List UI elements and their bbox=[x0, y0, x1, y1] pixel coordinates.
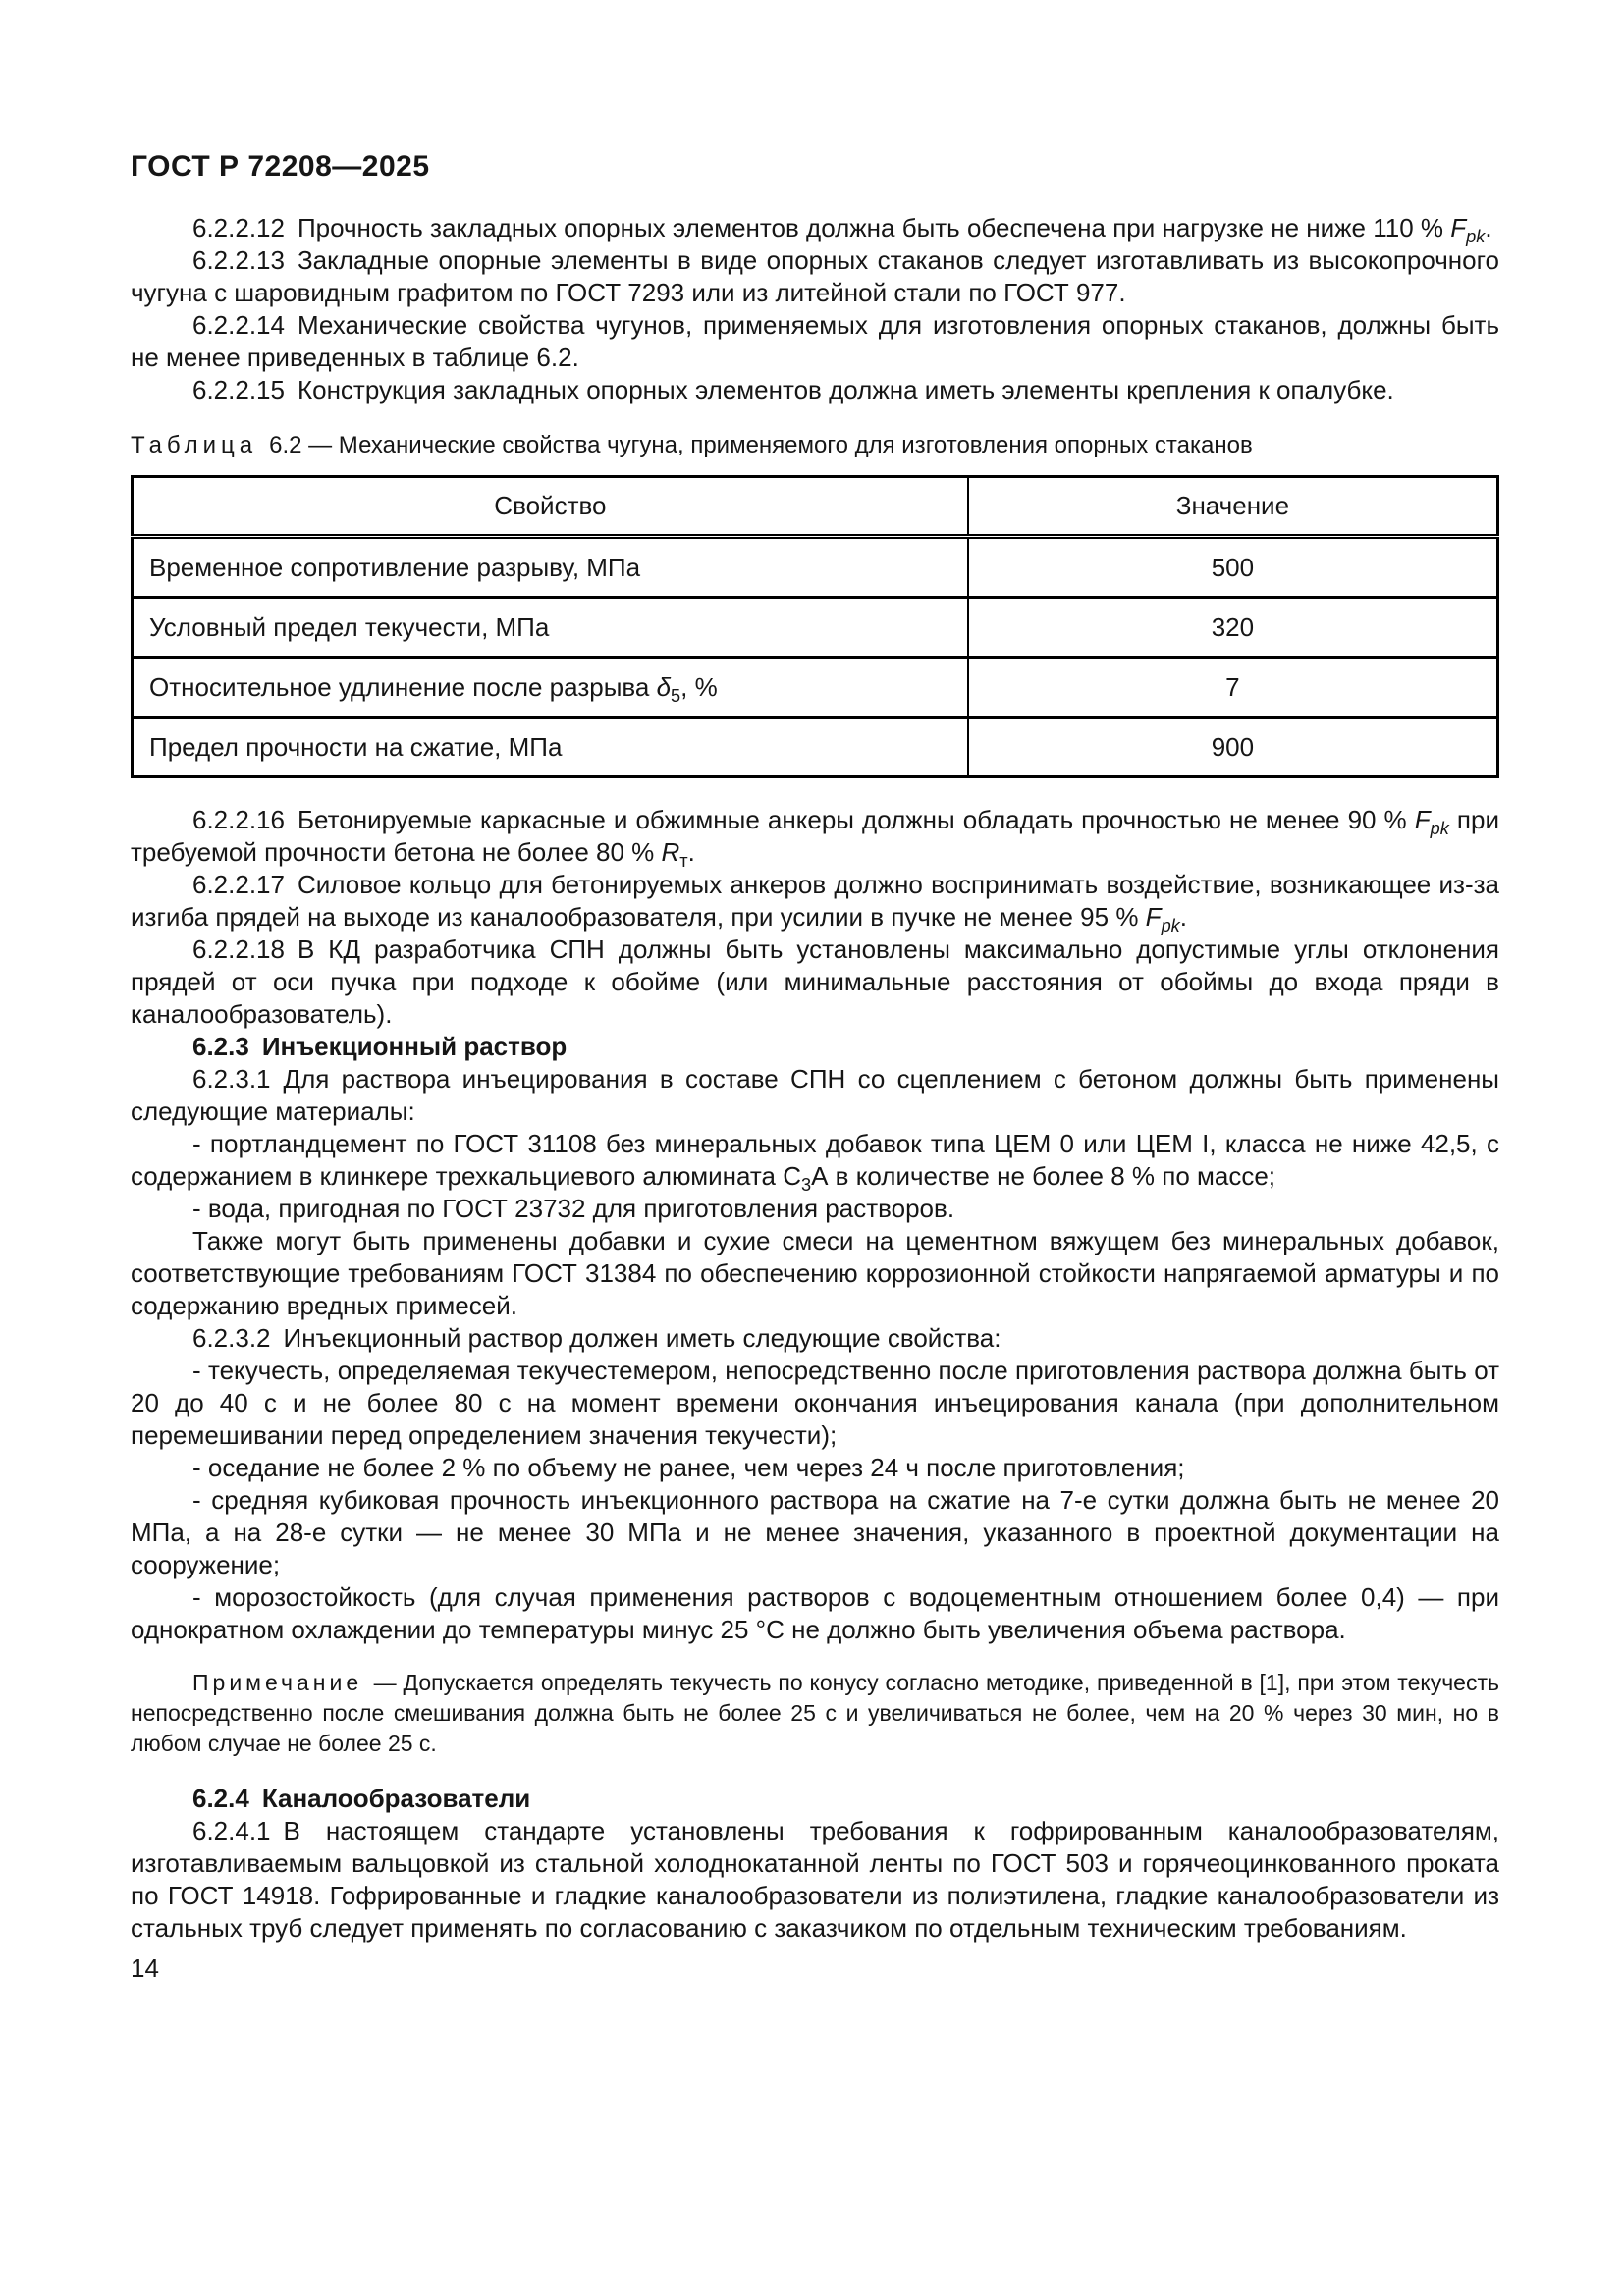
text-run: 6.2.2.13 Закладные опорные элементы в виде опорных стаканов следует изготавливать из высокопрочного чугуна с шаровидным графитом по ГОСТ 7293 или из литейной стали по ГОСТ 977. bbox=[131, 245, 1499, 307]
page-number: 14 bbox=[131, 1953, 159, 1983]
text-run: 6.2.2.18 В КД разработчика СПН должны быть установлены максимально допустимые углы отклонения прядей от оси пучка при подходе к обойме (или минимальные расстояния от обоймы до входа пряди в каналообразователь). bbox=[131, 934, 1499, 1029]
paragraph bbox=[131, 804, 1499, 872]
text-run: , % bbox=[680, 671, 718, 702]
text-run: 320 bbox=[1211, 612, 1255, 642]
text-run: Значение bbox=[1175, 491, 1290, 520]
text-run: при требуемой прочности бетона не более 80 % bbox=[131, 805, 1499, 867]
text-run: . bbox=[1179, 902, 1188, 932]
text-run: - оседание не более 2 % по объему не ранее, чем через 24 ч после приготовления; bbox=[192, 1453, 1185, 1482]
text-run: pk bbox=[1430, 819, 1449, 839]
text-run: 6.2.4.1 В настоящем стандарте установлены требования к гофрированным каналообразователям, изготавливаемым вальцовкой из стальной холоднокатанной ленты по ГОСТ 503 и горячеоцинкованного проката по ГОСТ 14918. Гофрированные и гладкие каналообразователи из полиэтилена, гладкие каналообразователи из стальных труб следует применять по согласованию с заказчиком по отдельным техническим требованиям. bbox=[131, 1816, 1499, 1943]
property-cell bbox=[133, 658, 968, 718]
table-row bbox=[133, 718, 1498, 777]
text-run: Свойство bbox=[494, 491, 607, 520]
table-row bbox=[133, 598, 1498, 658]
text-run: Временное сопротивление разрыву, МПа bbox=[149, 552, 641, 582]
text-run: Относительное удлинение после разрыва bbox=[149, 671, 657, 702]
properties-table bbox=[131, 475, 1499, 778]
text-run: 500 bbox=[1211, 552, 1255, 582]
text-run: 6.2.3.2 Инъекционный раствор должен иметь следующие свойства: bbox=[192, 1323, 1001, 1353]
document-body bbox=[131, 212, 1499, 1945]
table-header-row bbox=[133, 477, 1498, 537]
text-run: - морозостойкость (для случая применения растворов с водоцементным отношением более 0,4) — при однократном охлаждении до температуры минус 25 °С не должно быть увеличения объема раствора. bbox=[131, 1582, 1499, 1644]
text-run: 3 bbox=[800, 1175, 812, 1196]
paragraph bbox=[131, 1581, 1499, 1646]
text-run: δ bbox=[656, 671, 672, 702]
text-run: 6.2.3 Инъекционный раствор bbox=[192, 1032, 568, 1061]
paragraph bbox=[131, 1225, 1499, 1322]
paragraph bbox=[131, 1322, 1499, 1355]
property-cell bbox=[133, 598, 968, 658]
text-run: — Допускается определять текучесть по конусу согласно методике, приведенной в [1], при этом текучесть непосредственно после смешивания должна быть не более 25 с и увеличиваться не более, чем на 20 % через 30 мин, но в любом случае не более 25 с. bbox=[131, 1670, 1499, 1756]
paragraph bbox=[131, 1484, 1499, 1581]
section-heading bbox=[131, 1783, 1499, 1815]
paragraph bbox=[131, 1815, 1499, 1945]
text-run: F bbox=[1145, 902, 1162, 932]
value-cell bbox=[968, 598, 1498, 658]
paragraph bbox=[131, 309, 1499, 374]
text-run: 6.2.2.15 Конструкция закладных опорных элементов должна иметь элементы крепления к опалубке. bbox=[192, 375, 1394, 404]
paragraph bbox=[131, 212, 1499, 247]
text-run: pk bbox=[1161, 916, 1180, 936]
table-caption bbox=[131, 430, 1499, 461]
paragraph bbox=[131, 374, 1499, 406]
text-run: 6.2.2.17 Силовое кольцо для бетонируемых анкеров должно воспринимать воздействие, возникающее из-за изгиба прядей на выходе из каналообразователя, при усилии в пучке не менее 95 % bbox=[131, 870, 1499, 932]
text-run: 6.2.3.1 Для раствора инъецирования в составе СПН со сцеплением с бетоном должны быть применены следующие материалы: bbox=[131, 1064, 1499, 1126]
property-cell bbox=[133, 718, 968, 777]
property-cell bbox=[133, 537, 968, 598]
paragraph bbox=[131, 1128, 1499, 1196]
text-run: 6.2.2.16 Бетонируемые каркасные и обжимные анкеры должны обладать прочностью не менее 90 % bbox=[192, 805, 1415, 834]
text-run: F bbox=[1414, 805, 1431, 834]
text-run: 6.2.2.14 Механические свойства чугунов, применяемых для изготовления опорных стаканов, должны быть не менее приведенных в таблице 6.2. bbox=[131, 310, 1499, 372]
text-run: Таблица bbox=[131, 432, 258, 458]
text-run: - текучесть, определяемая текучестемером, непосредственно после приготовления раствора должна быть от 20 до 40 с и не более 80 с на момент времени окончания инъецирования канала (при дополнительном перемешивании перед определением значения текучести); bbox=[131, 1356, 1499, 1450]
text-run: - средняя кубиковая прочность инъекционного раствора на сжатие на 7-е сутки должна быть не менее 20 МПа, а на 28-е сутки — не менее 30 МПа и не менее значения, указанного в проектной документации на сооружение; bbox=[131, 1485, 1499, 1579]
text-run: . bbox=[687, 837, 695, 867]
table-row bbox=[133, 658, 1498, 718]
paragraph bbox=[131, 244, 1499, 309]
value-cell bbox=[968, 537, 1498, 598]
text-run: 6.2.2.12 Прочность закладных опорных элементов должна быть обеспечена при нагрузке не ниже 110 % bbox=[192, 213, 1451, 242]
text-run: Условный предел текучести, МПа bbox=[149, 612, 550, 642]
paragraph bbox=[131, 1193, 1499, 1225]
text-run: 900 bbox=[1211, 731, 1255, 762]
text-run: Примечание bbox=[192, 1670, 363, 1695]
text-run: . bbox=[1485, 213, 1492, 242]
text-run: А в количестве не более 8 % по массе; bbox=[811, 1161, 1276, 1191]
text-run: F bbox=[1450, 213, 1467, 242]
text-run: R bbox=[661, 837, 680, 867]
text-run: - портландцемент по ГОСТ 31108 без минеральных добавок типа ЦЕМ 0 или ЦЕМ I, класса не ниже 42,5, с содержанием в клинкере трехкальциевого алюмината С bbox=[131, 1129, 1499, 1191]
paragraph bbox=[131, 869, 1499, 934]
paragraph bbox=[131, 1355, 1499, 1452]
text-run: 6.2.4 Каналообразователи bbox=[192, 1784, 531, 1813]
paragraph bbox=[131, 1063, 1499, 1128]
value-cell bbox=[968, 718, 1498, 777]
value-cell bbox=[968, 658, 1498, 718]
paragraph bbox=[131, 1452, 1499, 1484]
text-run: 6.2 — Механические свойства чугуна, применяемого для изготовления опорных стаканов bbox=[257, 432, 1253, 458]
text-run: Предел прочности на сжатие, МПа bbox=[149, 731, 563, 762]
table-header-cell bbox=[133, 477, 968, 537]
note-paragraph bbox=[131, 1668, 1499, 1759]
text-run: 7 bbox=[1225, 671, 1240, 702]
text-run: 5 bbox=[671, 685, 681, 706]
table-header-cell bbox=[968, 477, 1498, 537]
text-run: Также могут быть применены добавки и сухие смеси на цементном вяжущем без минеральных добавок, соответствующие требованиям ГОСТ 31384 по обеспечению коррозионной стойкости напрягаемой арматуры и по содержанию вредных примесей. bbox=[131, 1226, 1499, 1320]
table-row bbox=[133, 537, 1498, 598]
text-run: т bbox=[679, 851, 688, 872]
text-run: - вода, пригодная по ГОСТ 23732 для приготовления растворов. bbox=[192, 1194, 955, 1223]
text-run: pk bbox=[1466, 227, 1486, 247]
paragraph bbox=[131, 934, 1499, 1031]
section-heading bbox=[131, 1031, 1499, 1063]
doc-header: ГОСТ Р 72208—2025 bbox=[131, 150, 430, 183]
